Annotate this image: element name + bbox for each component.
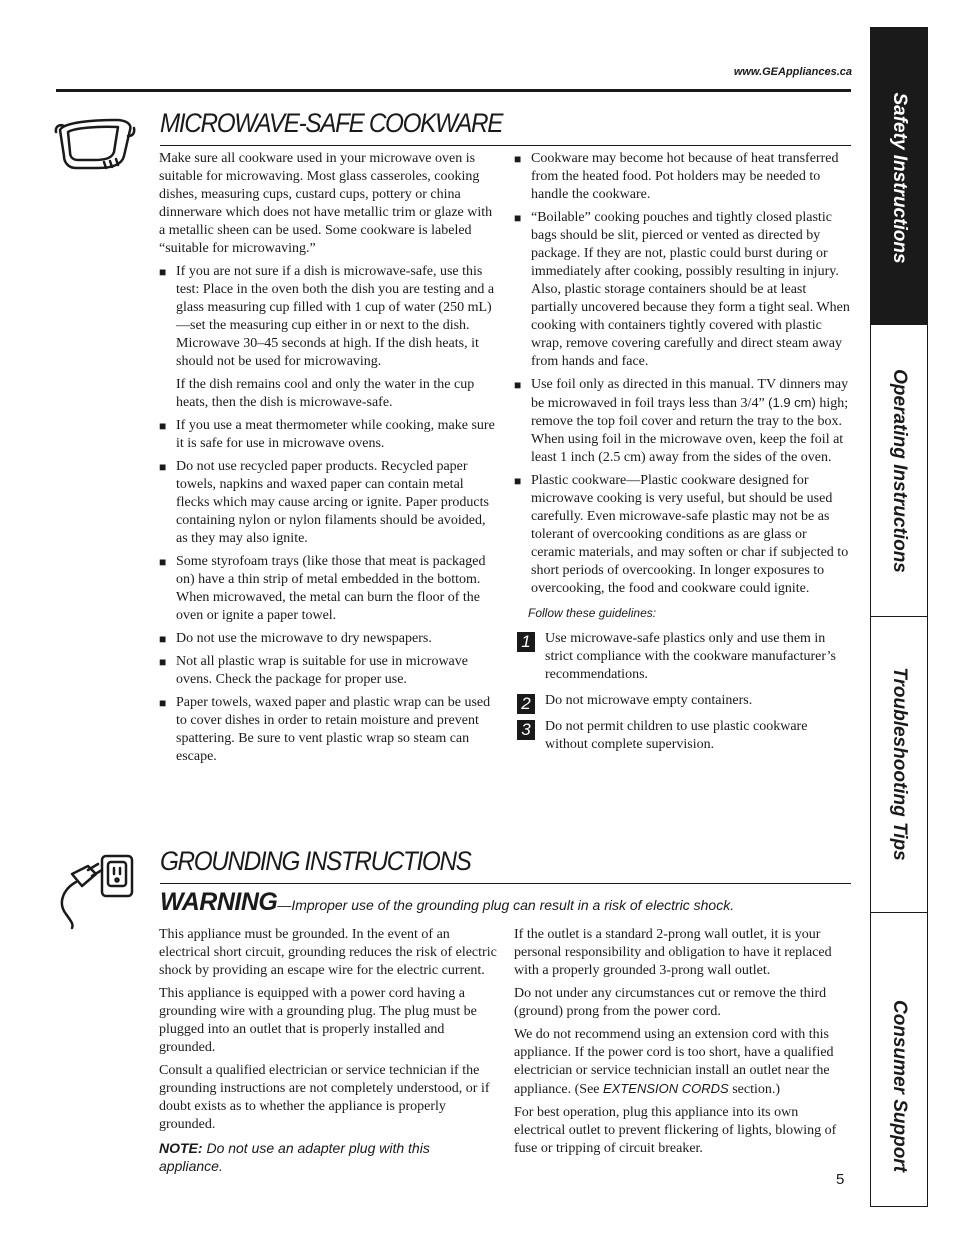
grounding-section-rule <box>160 883 851 884</box>
bullet-square: ■ <box>514 378 522 392</box>
paragraph: This appliance must be grounded. In the event of an electrical short circuit, grounding reduces the risk of electric shock by providing an escape wire for the electric current. <box>159 927 497 978</box>
guideline-number: 1 <box>517 632 535 652</box>
tab-operating-instructions[interactable] <box>871 325 927 617</box>
tab-troubleshooting-tips[interactable] <box>871 617 927 913</box>
list-item: ■ If you are not sure if a dish is microwave-safe, use this test: Place in the oven both the dish you are testing and a glass measuring cup filled with 1 cup of water (250 mL)—set the measuring cup either in or next to the dish. Microwave 30–45 seconds at high. If the dish heats, it should not be used for microwaving. <box>159 264 495 369</box>
cookware-dish-icon <box>54 116 136 174</box>
bullet-square: ■ <box>514 152 522 166</box>
list-item: ■ Some styrofoam trays (like those that meat is packaged on) have a thin strip of metal embedded in the bottom. When microwaved, the metal can burn the floor of the oven or ignite a paper towel. <box>159 554 486 623</box>
guidelines-label: Follow these guidelines: <box>528 606 657 620</box>
dish-cool-text: If the dish remains cool and only the water in the cup heats, then the dish is microwave-safe. <box>176 377 475 410</box>
tab-label: Consumer Support <box>889 999 910 1173</box>
adapter-note: NOTE: Do not use an adapter plug with this appliance. <box>159 1140 430 1174</box>
guideline-number: 2 <box>517 694 535 714</box>
website-url: www.GEAppliances.ca <box>733 66 852 78</box>
tab-consumer-support[interactable] <box>871 913 927 1205</box>
bullet-square: ■ <box>159 419 167 433</box>
paragraph: If the outlet is a standard 2-prong wall outlet, it is your personal responsibility and obligation to have it replaced with a properly grounded 3-prong wall outlet. <box>514 927 832 978</box>
extension-cords-reference: EXTENSION CORDS <box>603 1081 729 1096</box>
bullet-square: ■ <box>159 265 167 279</box>
list-item: ■ Cookware may become hot because of heat transferred from the heated food. Pot holders may be needed to handle the cookware. <box>514 151 839 202</box>
list-item: ■ Plastic cookware—Plastic cookware designed for microwave cooking is very useful, but should be used carefully. Even microwave-safe plastic may not be as tolerant of overcooking conditions as are glass or ceramic materials, and may soften or char if subjected to short periods of overcooking. In longer exposures to overcooking, the food and cookware could ignite. <box>514 473 849 596</box>
grounding-right-column <box>514 926 844 1163</box>
bullet-square: ■ <box>159 696 167 710</box>
microwave-section-rule <box>160 145 851 146</box>
list-item: ■ If you use a meat thermometer while cooking, make sure it is safe for use in microwave ovens. <box>159 418 495 451</box>
list-item: ■ Not all plastic wrap is suitable for use in microwave ovens. Check the package for proper use. <box>159 654 468 687</box>
page-number: 5 <box>836 1171 845 1188</box>
warning-text: —Improper use of the grounding plug can result in a risk of electric shock. <box>277 897 735 913</box>
microwave-section-title: MICROWAVE-SAFE COOKWARE <box>160 108 503 138</box>
section-sidebar <box>870 27 928 1207</box>
grounding-section-title: GROUNDING INSTRUCTIONS <box>160 846 471 876</box>
bullet-square: ■ <box>514 211 522 225</box>
bullet-square: ■ <box>159 555 167 569</box>
bullet-square: ■ <box>159 460 167 474</box>
microwave-right-column <box>514 150 850 762</box>
list-item: ■ Do not use the microwave to dry newspapers. <box>159 631 432 646</box>
grounded-plug-outlet-icon <box>52 852 136 930</box>
tab-label: Troubleshooting Tips <box>889 667 910 861</box>
tab-label: Operating Instructions <box>889 369 910 573</box>
list-item: ■ Paper towels, waxed paper and plastic wrap can be used to cover dishes in order to retain moisture and prevent spattering. Be sure to vent plastic wrap so steam can escape. <box>159 695 491 764</box>
header-rule <box>56 89 851 92</box>
paragraph: This appliance is equipped with a power cord having a grounding wire with a grounding plug. The plug must be plugged into an outlet that is properly installed and grounded. <box>159 986 477 1055</box>
paragraph: Consult a qualified electrician or service technician if the grounding instructions are not completely understood, or if doubt exists as to whether the appliance is properly grounded. <box>159 1063 490 1132</box>
microwave-intro: Make sure all cookware used in your microwave oven is suitable for microwaving. Most glass casseroles, cooking dishes, measuring cups, custard cups, pottery or china dinnerware which does not have metallic trim or glaze with a metallic sheen can be used. Some cookware is labeled “suitable for microwaving.” <box>159 151 493 256</box>
guideline-item: 3 Do not permit children to use plastic cookware without complete supervision. <box>514 718 850 754</box>
tab-safety-instructions[interactable] <box>871 27 927 325</box>
tab-label: Safety Instructions <box>889 92 910 264</box>
list-item: ■ Use foil only as directed in this manual. TV dinners may be microwaved in foil trays less than 3/4” (1.9 cm) high; remove the top foil cover and return the tray to the box. When using foil in the microwave oven, keep the foil at least 1 inch (2.5 cm) away from the sides of the oven. <box>514 377 849 465</box>
microwave-left-column <box>159 150 499 771</box>
guideline-item: 1 Use microwave-safe plastics only and use them in strict compliance with the cookware manufacturer’s recommendations. <box>514 630 850 684</box>
paragraph: For best operation, plug this appliance into its own electrical outlet to prevent flickering of lights, blowing of fuse or tripping of circuit breaker. <box>514 1105 837 1156</box>
grounding-left-column <box>159 926 497 1180</box>
bullet-square: ■ <box>159 632 167 646</box>
bullet-square: ■ <box>514 474 522 488</box>
list-item: ■ Do not use recycled paper products. Recycled paper towels, napkins and waxed paper can contain metal flecks which may cause arcing or ignite. Paper products containing nylon or nylon filaments should be avoided, as they may also ignite. <box>159 459 489 546</box>
paragraph: Do not under any circumstances cut or remove the third (ground) prong from the power cord. <box>514 986 827 1019</box>
guideline-number: 3 <box>517 720 535 740</box>
warning-word: WARNING <box>160 888 278 916</box>
bullet-square: ■ <box>159 655 167 669</box>
list-item: ■ “Boilable” cooking pouches and tightly closed plastic bags should be slit, pierced or vented as directed by package. If they are not, plastic could burst during or immediately after cooking, possibly resulting in injury. Also, plastic storage containers should be at least partially uncovered because they form a tight seal. When cooking with containers tightly covered with plastic wrap, remove covering carefully and direct steam away from hands and face. <box>514 210 850 369</box>
guideline-item: 2 Do not microwave empty containers. <box>514 692 850 714</box>
warning-banner <box>160 888 734 917</box>
extension-cord-paragraph: We do not recommend using an extension cord with this appliance. If the power cord is too short, have a qualified electrician or service technician install an outlet near the appliance. (See EXTENSION CORDS section.) <box>514 1027 834 1097</box>
